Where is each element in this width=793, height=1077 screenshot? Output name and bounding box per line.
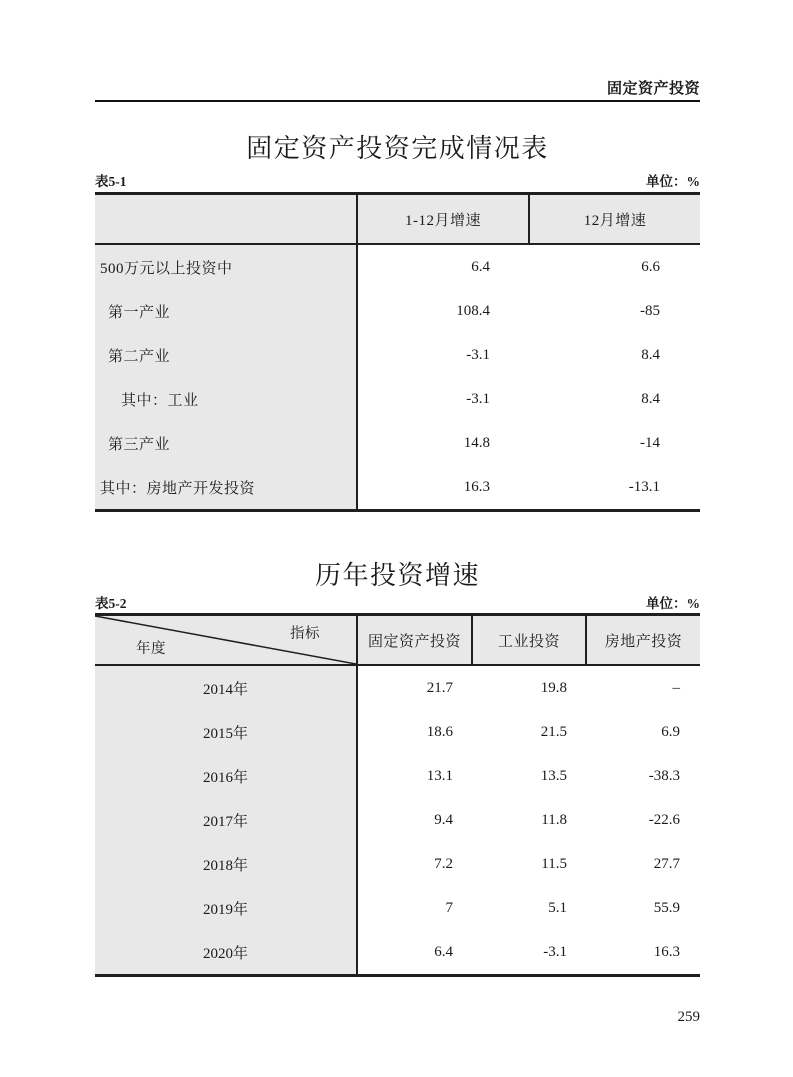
row-label: 其中：房地产开发投资 [95, 465, 358, 509]
table1-col-header-1: 1-12月增速 [358, 195, 530, 243]
row-value: 9.4 [358, 798, 473, 842]
table1-tag: 表5-1 [95, 174, 127, 189]
table-5-2 [95, 613, 700, 977]
table-row [95, 886, 700, 930]
row-value: 11.8 [473, 798, 587, 842]
row-label: 第二产业 [95, 333, 358, 377]
table2-tag: 表5-2 [95, 596, 127, 611]
row-value: 19.8 [473, 666, 587, 710]
table-row [95, 465, 700, 509]
row-value: -3.1 [358, 333, 530, 377]
row-value: -13.1 [530, 465, 700, 509]
table-row [95, 798, 700, 842]
row-value: 13.5 [473, 754, 587, 798]
row-label: 第三产业 [95, 421, 358, 465]
row-value: 55.9 [587, 886, 700, 930]
table2-diagonal-stub-cell [95, 616, 358, 664]
row-value: 7 [358, 886, 473, 930]
row-value: -3.1 [358, 377, 530, 421]
row-value: 21.5 [473, 710, 587, 754]
table2-title: 历年投资增速 [314, 561, 480, 590]
table-row [95, 842, 700, 886]
diagonal-label-year: 年度 [136, 641, 166, 657]
table1-stub-cell [95, 195, 358, 243]
table2-col-header-1: 固定资产投资 [358, 616, 473, 664]
row-value: 21.7 [358, 666, 473, 710]
row-year: 2014年 [95, 666, 358, 710]
table-row [95, 377, 700, 421]
page-number: 259 [677, 1009, 700, 1025]
table1-caption-row [95, 174, 700, 190]
row-year: 2020年 [95, 930, 358, 974]
table-row [95, 245, 700, 289]
row-year: 2019年 [95, 886, 358, 930]
table-row [95, 666, 700, 710]
row-year: 2018年 [95, 842, 358, 886]
table-row [95, 930, 700, 974]
row-value: 6.4 [358, 245, 530, 289]
row-value: -3.1 [473, 930, 587, 974]
row-value: 6.6 [530, 245, 700, 289]
table-row [95, 710, 700, 754]
table-row [95, 333, 700, 377]
row-year: 2016年 [95, 754, 358, 798]
row-value: 5.1 [473, 886, 587, 930]
row-value: 108.4 [358, 289, 530, 333]
table1-header-row [95, 195, 700, 245]
table-row [95, 754, 700, 798]
row-year: 2017年 [95, 798, 358, 842]
row-label: 其中：工业 [95, 377, 358, 421]
row-label: 第一产业 [95, 289, 358, 333]
row-value: – [587, 666, 700, 710]
row-value: -85 [530, 289, 700, 333]
row-value: 6.4 [358, 930, 473, 974]
row-value: 18.6 [358, 710, 473, 754]
row-value: -38.3 [587, 754, 700, 798]
table2-col-header-2: 工业投资 [473, 616, 587, 664]
table1-col-header-2: 12月增速 [583, 212, 647, 229]
row-value: 16.3 [587, 930, 700, 974]
table2-caption-row [95, 596, 700, 612]
diagonal-label-indicator: 指标 [290, 626, 320, 642]
row-value: 8.4 [530, 333, 700, 377]
row-value: 13.1 [358, 754, 473, 798]
row-value: -14 [530, 421, 700, 465]
table2-unit-label: 单位：% [646, 596, 700, 611]
table-row [95, 421, 700, 465]
page-content [95, 0, 700, 1026]
running-head: 固定资产投资 [95, 0, 700, 102]
row-label: 500万元以上投资中 [95, 245, 358, 289]
table1-unit-label: 单位：% [646, 174, 700, 189]
row-value: -22.6 [587, 798, 700, 842]
row-value: 8.4 [530, 377, 700, 421]
row-value: 6.9 [587, 710, 700, 754]
row-value: 7.2 [358, 842, 473, 886]
row-value: 14.8 [358, 421, 530, 465]
table1-title: 固定资产投资完成情况表 [246, 134, 549, 163]
row-value: 11.5 [473, 842, 587, 886]
table-row [95, 289, 700, 333]
row-value: 27.7 [587, 842, 700, 886]
table2-col-header-3: 房地产投资 [604, 633, 683, 650]
table2-header-row [95, 616, 700, 666]
table-5-1 [95, 192, 700, 512]
row-value: 16.3 [358, 465, 530, 509]
row-year: 2015年 [95, 710, 358, 754]
